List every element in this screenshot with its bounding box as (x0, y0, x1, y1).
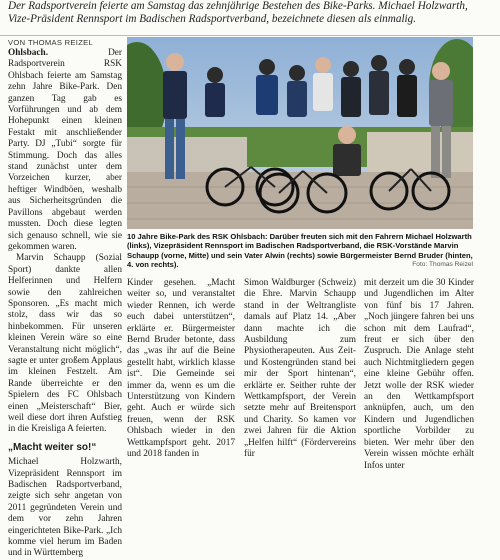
paragraph: Kinder gesehen. „Macht weiter so, und veranstaltet wieder Rennen, ich werde euch dabei unterstützen“, erklärte er. Bürgermeister Bernd Bruder betonte, dass das „was ihr auf die Beine gestellt habt, wirklich klasse ist“. Die Gemeinde sei immer da, wenn es um die Unterstützung von Kindern geht. Auch er würde sich freuen, wenn der RSK Ohlsbach wieder in den Wettkampfsport geht. 2017 und 2018 fanden in (127, 278, 235, 460)
dateline: Ohlsbach. (8, 48, 49, 58)
article-column-1 (8, 48, 122, 560)
subheading: „Macht weiter so!“ (8, 441, 97, 453)
paragraph: Simon Waldburger (Schweiz) die Ehre. Marvin Schaupp stand in der Weltrangliste damals auf Platz 14. „Aber dann machte ich die Ausbildung zum Physiotherapeuten. Aus Zeit- und Kostengründen stand bei mir der Sport hintenan“, erklärte er. Seither ruhte der Wettkampfsport, der Verein setzte mehr auf Breitensport und Charity. So kamen vor zwei Jahren für die Aktion „Helfen hilft“ (Fördervereins für (244, 278, 356, 460)
article-column-2 (127, 278, 235, 461)
article-lead: Der Radsportverein feierte am Samstag das zehnjährige Bestehen des Bike-Parks. Michael Holzwarth, Vize-Präsident Rennsport im Badischen Radsportverband, bezeichnete diesen als einmalig. (8, 0, 468, 26)
group-photo-illustration (127, 37, 473, 229)
paragraph: mit derzeit um die 30 Kinder und Jugendlichen im Alter von fünf bis 17 Jahren. „Noch jüngere fahren bei uns schon mit dem Laufrad“, freut er sich über den Zuspruch. Die Anlage steht auch Nichtmitgliedern gegen eine kleine Gebühr offen. Jetzt wolle der RSK wieder an den Wettkampfsport anknüpfen, auch, um den Kindern und Jugendlichen sportliche Vorbilder zu bieten. Wer mehr über den Verein wissen möchte erhält Infos unter (364, 278, 474, 471)
article-column-3 (244, 278, 356, 461)
paragraph-text: Der Radsportverein RSK Ohlsbach feierte am Samstag zehn Jahre Bike-Park. Den ganzen Tag gab es Vorführungen und ab dem Hohepunkt einen kleinen Festakt mit anschließender Party. DJ „Tubi“ sorgte für Stimmung. Doch das alles stand zunächst unter dem Vorzeichen kurzer, aber heftiger Windböen, weshalb aus Sicherheitsgründen die Pavillons abgebaut werden mussten. Doch diese legten sich genauso schnell, wie sie gekommen waren. (8, 48, 122, 252)
paragraph (8, 48, 122, 253)
paragraph: Marvin Schaupp (Sozial Sport) dankte allen Helferinnen und Helfern sowie den zahlreichen Sponsoren. „Es macht mich stolz, dass wir das so hinbekommen. Für unseren kleinen Verein wäre so eine Veranstaltung nicht möglich“, sagte er unter großem Applaus im kleinen Festzelt. Am Rande überreichte er den Spielern des FC Ohlsbach einen „Meisterschaft“ Bier, weil diese dort ihren Aufstieg in die Kreisliga A feierten. (8, 253, 122, 435)
paragraph: Michael Holzwarth, Vizepräsident Rennsport im Badischen Radsportverband, zeigte sich sehr angetan von 2011 gegründeten Verein und dem vor zehn Jahren eingerichteten Bike-Park. „Ich komme viel herum im Baden und in Württemberg (8, 457, 122, 559)
photo-credit: Foto: Thomas Reizel (412, 261, 473, 268)
article-photo (127, 37, 473, 229)
byline (8, 38, 124, 47)
divider-rule (0, 35, 500, 36)
byline-author: THOMAS REIZEL (27, 38, 94, 47)
article-column-4 (364, 278, 474, 472)
photo-caption: 10 Jahre Bike-Park des RSK Ohlsbach: Darüber freuten sich mit den Fahrern Michael Holzwarth (links), Vizepräsident Rennsport im Badischen Radsportverband, die RSK-Vorstände Marvin Schaupp (vorne, Mitte) und sein Vater Alwin (rechts) sowie Bürgermeister Bernd Bruder (hinten, 4. von rechts). (127, 232, 473, 270)
byline-prefix: VON (8, 38, 26, 47)
